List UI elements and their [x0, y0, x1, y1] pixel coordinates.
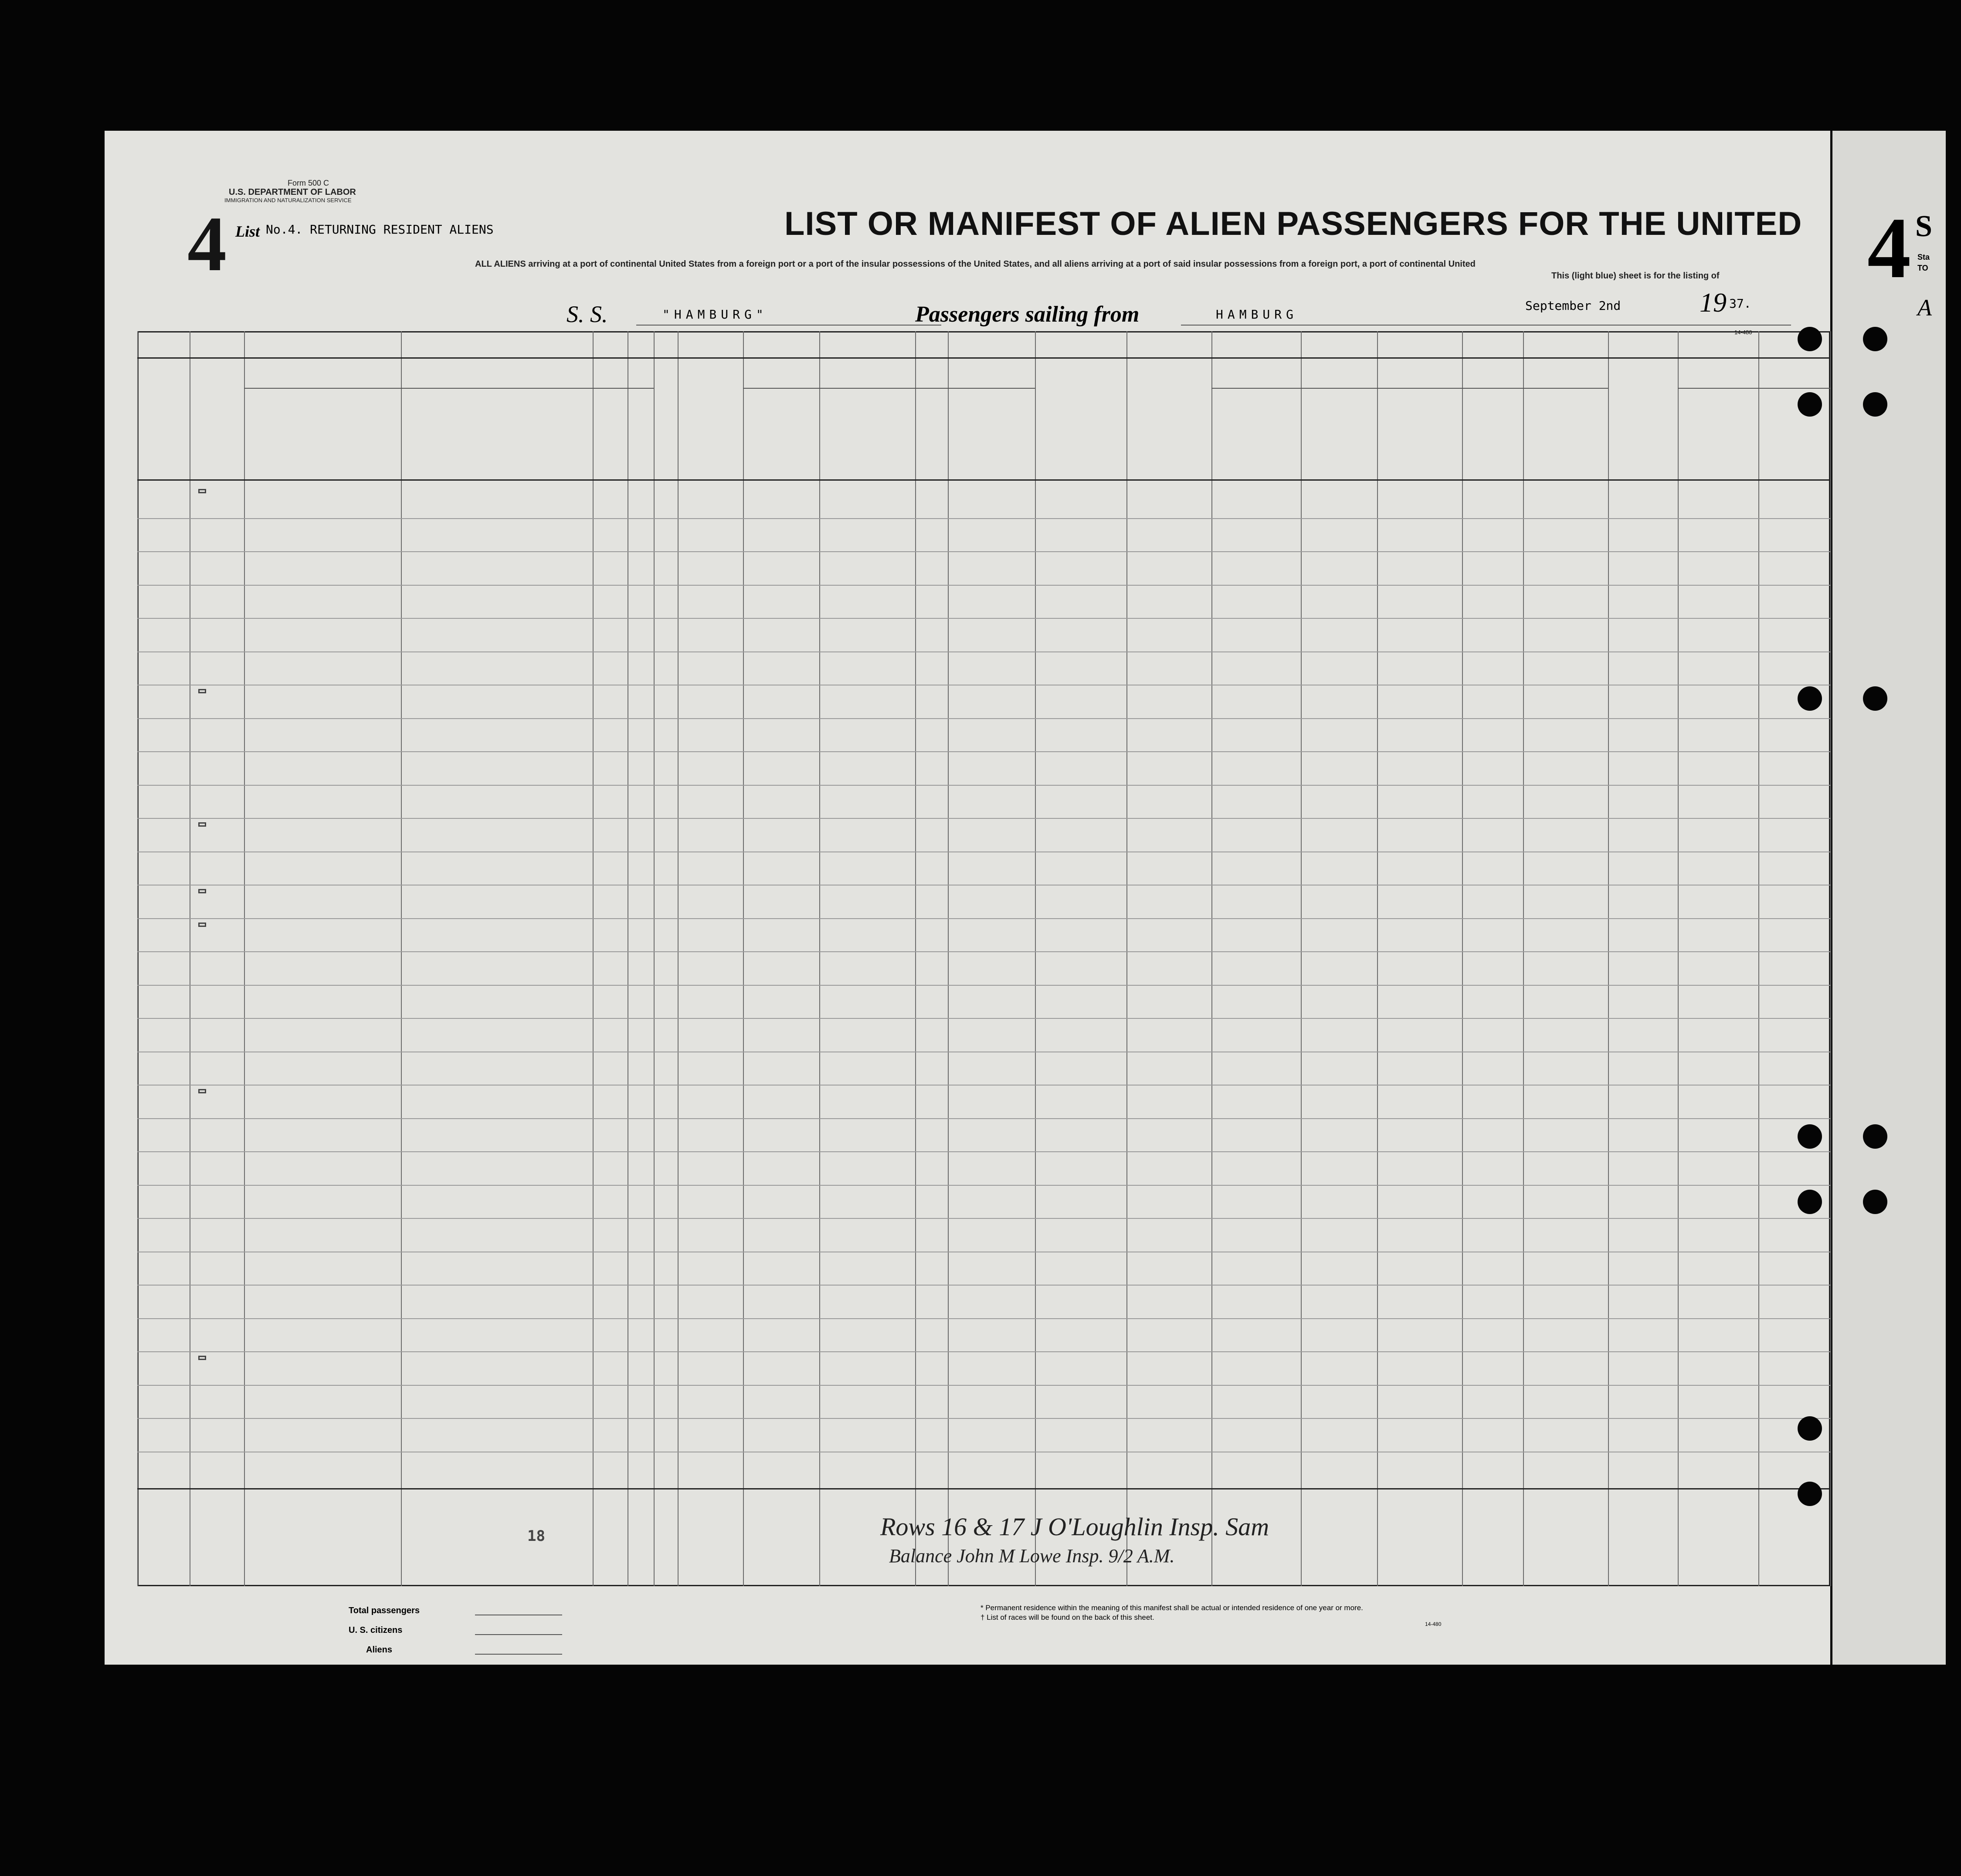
column-rule	[1301, 331, 1302, 1586]
service-name: IMMIGRATION AND NATURALIZATION SERVICE	[224, 197, 352, 204]
manifest-sheet	[105, 131, 1830, 1665]
binder-hole	[1798, 327, 1822, 351]
row-rule	[137, 918, 1830, 919]
subtitle-line-1: ALL ALIENS arriving at a port of continental United States from a foreign port or a port of the insular possessions of the United States, and all aliens arriving at a port of said insular possessions from a foreign port, a port of continental United	[475, 259, 1476, 269]
inspector-signature-1: Rows 16 & 17 J O'Loughlin Insp. Sam	[880, 1513, 1269, 1541]
column-rule	[1035, 331, 1036, 1586]
binder-hole	[1798, 1416, 1822, 1441]
row-rule	[137, 1118, 1830, 1119]
row-rule	[137, 851, 1830, 852]
column-rule	[1211, 331, 1212, 1586]
column-rule	[678, 331, 679, 1586]
binder-hole	[1798, 686, 1822, 711]
us-citizen-stamp	[198, 822, 206, 827]
column-rule	[1377, 331, 1378, 1586]
header-rule	[137, 479, 1830, 481]
manifest-title: LIST OR MANIFEST OF ALIEN PASSENGERS FOR THE UNITED	[784, 205, 1802, 242]
subheader-rule	[244, 388, 593, 389]
us-citizen-stamp	[198, 489, 206, 493]
row-rule	[137, 1151, 1830, 1152]
adjacent-sheet-number: 4	[1867, 200, 1911, 296]
binder-hole	[1863, 1124, 1887, 1149]
column-rule	[244, 331, 245, 1586]
subheader-rule	[593, 388, 654, 389]
column-rule	[948, 331, 949, 1586]
row-rule	[137, 985, 1830, 986]
subheader-rule	[1678, 388, 1830, 389]
row-rule	[137, 1351, 1830, 1352]
sailing-label: Passengers sailing from	[915, 302, 1140, 327]
column-rule	[401, 331, 402, 1586]
column-rule	[654, 331, 655, 1586]
department-name: U.S. DEPARTMENT OF LABOR	[229, 187, 356, 197]
ss-label: S. S.	[567, 301, 608, 327]
footnote-races: † List of races will be found on the back of this sheet.	[980, 1613, 1154, 1622]
table-bottom-rule	[137, 1488, 1830, 1489]
row-rule	[137, 785, 1830, 786]
number-row-rule	[137, 357, 1830, 359]
row-rule	[137, 1018, 1830, 1019]
row-rule	[137, 551, 1830, 552]
adjacent-sheet-letter-4: A	[1917, 295, 1932, 321]
row-rule	[137, 951, 1830, 952]
departure-port: HAMBURG	[1216, 307, 1298, 322]
form-number: Form 500 C	[288, 179, 329, 187]
column-rule	[819, 331, 820, 1586]
subheader-rule	[743, 388, 1035, 389]
row-rule	[137, 651, 1830, 652]
us-citizen-stamp	[198, 1089, 206, 1093]
aliens-label: Aliens	[366, 1645, 393, 1655]
binder-hole	[1798, 1482, 1822, 1506]
adjacent-sheet-letter-3: TO	[1917, 264, 1928, 272]
adjacent-sheet-letter-1: S	[1915, 210, 1932, 243]
us-citizen-stamp	[198, 1356, 206, 1360]
row-rule	[137, 585, 1830, 586]
binder-hole	[1863, 1190, 1887, 1214]
row-rule	[137, 1385, 1830, 1386]
row-rule	[137, 518, 1830, 519]
us-citizen-stamp	[198, 689, 206, 693]
list-number-large: 4	[187, 200, 227, 287]
list-type: No.4. RETURNING RESIDENT ALIENS	[266, 222, 494, 237]
year-suffix: 37.	[1729, 296, 1751, 311]
row-rule	[137, 1318, 1830, 1319]
row-rule	[137, 751, 1830, 752]
list-label: List	[235, 223, 260, 240]
column-rule	[1758, 331, 1759, 1586]
us-citizens-label: U. S. citizens	[349, 1625, 403, 1635]
binder-hole	[1863, 392, 1887, 417]
subheader-rule	[1462, 388, 1608, 389]
column-rule	[1462, 331, 1463, 1586]
form-code-top: 14-480	[1734, 329, 1752, 336]
inspector-signature-2: Balance John M Lowe Insp. 9/2 A.M.	[889, 1545, 1175, 1567]
binder-hole	[1798, 1124, 1822, 1149]
row-rule	[137, 718, 1830, 719]
form-code-bottom: 14-480	[1425, 1621, 1442, 1627]
us-citizen-stamp	[198, 889, 206, 893]
row-rule	[137, 618, 1830, 619]
row-rule	[137, 1185, 1830, 1186]
page-count: 18	[527, 1527, 545, 1545]
row-rule	[137, 1418, 1830, 1419]
binder-hole	[1798, 1190, 1822, 1214]
subheader-rule	[1211, 388, 1462, 389]
year-prefix: 19	[1700, 288, 1727, 318]
column-rule	[137, 331, 138, 1586]
row-rule	[137, 1085, 1830, 1086]
row-rule	[137, 1285, 1830, 1286]
column-rule	[1608, 331, 1609, 1586]
manifest-table	[137, 331, 1830, 1586]
binder-hole	[1798, 392, 1822, 417]
table-border	[137, 331, 1830, 1586]
us-citizen-stamp	[198, 923, 206, 927]
column-rule	[1678, 331, 1679, 1586]
column-rule	[743, 331, 744, 1586]
row-rule	[137, 818, 1830, 819]
sailing-date: September 2nd	[1525, 299, 1621, 313]
binder-hole	[1863, 327, 1887, 351]
column-rule	[1523, 331, 1524, 1586]
column-rule	[1126, 331, 1127, 1586]
column-rule	[593, 331, 594, 1586]
row-rule	[137, 1218, 1830, 1219]
adjacent-sheet-letter-2: Sta	[1917, 253, 1930, 261]
adjacent-sheet	[1832, 131, 1946, 1665]
column-rule	[1830, 331, 1831, 1586]
total-passengers-label: Total passengers	[349, 1606, 420, 1615]
binder-hole	[1863, 686, 1887, 711]
ship-name: "HAMBURG"	[662, 307, 768, 322]
subtitle-line-2: This (light blue) sheet is for the listing of	[1551, 271, 1720, 281]
column-rule	[915, 331, 916, 1586]
footnote-residence: * Permanent residence within the meaning of this manifest shall be actual or intended residence of one year or more.	[980, 1604, 1363, 1612]
